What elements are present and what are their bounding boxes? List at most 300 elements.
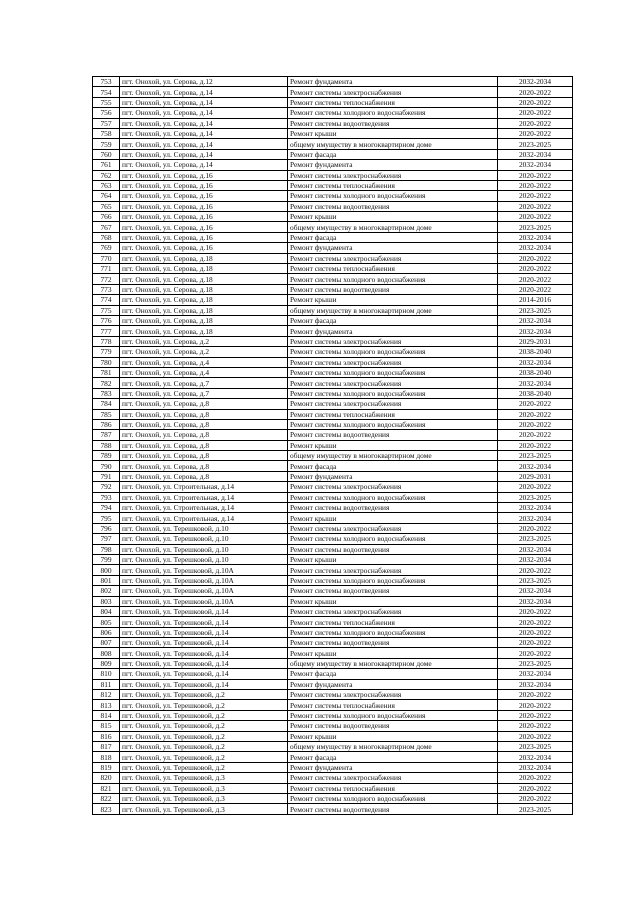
period-cell: 2020-2022 [498, 212, 573, 222]
work-type-cell: Ремонт системы холодного водоснабжения [288, 575, 498, 585]
row-number-cell: 775 [93, 305, 120, 315]
address-cell: пгт. Онохой, ул. Серова, д.8 [120, 399, 288, 409]
address-cell: пгт. Онохой, ул. Терешковой, д.14 [120, 679, 288, 689]
address-cell: пгт. Онохой, ул. Серова, д.14 [120, 87, 288, 97]
table-row [93, 357, 573, 367]
row-number-cell: 802 [93, 586, 120, 596]
work-type-cell: Ремонт системы холодного водоснабжения [288, 627, 498, 637]
period-cell: 2020-2022 [498, 793, 573, 803]
period-cell: 2020-2022 [498, 264, 573, 274]
address-cell: пгт. Онохой, ул. Серова, д.16 [120, 180, 288, 190]
work-type-cell: Ремонт системы теплоснабжения [288, 783, 498, 793]
work-type-cell: Ремонт системы холодного водоснабжения [288, 108, 498, 118]
work-type-cell: общему имуществу в многоквартирном доме [288, 222, 498, 232]
table-row [93, 606, 573, 616]
address-cell: пгт. Онохой, ул. Терешковой, д.2 [120, 731, 288, 741]
address-cell: пгт. Онохой, ул. Терешковой, д.10 [120, 523, 288, 533]
work-type-cell: Ремонт фасада [288, 315, 498, 325]
table-row [93, 336, 573, 346]
address-cell: пгт. Онохой, ул. Серова, д.8 [120, 440, 288, 450]
address-cell: пгт. Онохой, ул. Терешковой, д.14 [120, 606, 288, 616]
address-cell: пгт. Онохой, ул. Терешковой, д.14 [120, 627, 288, 637]
work-type-cell: Ремонт системы теплоснабжения [288, 180, 498, 190]
table-row [93, 191, 573, 201]
row-number-cell: 761 [93, 160, 120, 170]
work-type-cell: Ремонт системы водоотведения [288, 503, 498, 513]
table-row [93, 492, 573, 502]
address-cell: пгт. Онохой, ул. Серова, д.16 [120, 191, 288, 201]
table-row [93, 565, 573, 575]
period-cell: 2023-2025 [498, 492, 573, 502]
table-row [93, 690, 573, 700]
row-number-cell: 807 [93, 638, 120, 648]
work-type-cell: Ремонт системы холодного водоснабжения [288, 710, 498, 720]
table-row [93, 482, 573, 492]
row-number-cell: 795 [93, 513, 120, 523]
address-cell: пгт. Онохой, ул. Серова, д.16 [120, 201, 288, 211]
work-type-cell: Ремонт системы водоотведения [288, 430, 498, 440]
work-type-cell: Ремонт системы теплоснабжения [288, 409, 498, 419]
table-row [93, 783, 573, 793]
table-row [93, 544, 573, 554]
row-number-cell: 777 [93, 326, 120, 336]
address-cell: пгт. Онохой, ул. Серова, д.18 [120, 315, 288, 325]
address-cell: пгт. Онохой, ул. Серова, д.16 [120, 222, 288, 232]
work-type-cell: Ремонт системы холодного водоснабжения [288, 534, 498, 544]
period-cell: 2032-2034 [498, 243, 573, 253]
address-cell: пгт. Онохой, ул. Терешковой, д.10 [120, 544, 288, 554]
work-type-cell: общему имуществу в многоквартирном доме [288, 305, 498, 315]
work-type-cell: Ремонт системы водоотведения [288, 721, 498, 731]
address-cell: пгт. Онохой, ул. Терешковой, д.10 [120, 534, 288, 544]
table-row [93, 658, 573, 668]
work-type-cell: Ремонт системы теплоснабжения [288, 700, 498, 710]
table-row [93, 149, 573, 159]
row-number-cell: 813 [93, 700, 120, 710]
work-type-cell: Ремонт фундамента [288, 243, 498, 253]
row-number-cell: 790 [93, 461, 120, 471]
address-cell: пгт. Онохой, ул. Серова, д.18 [120, 284, 288, 294]
row-number-cell: 754 [93, 87, 120, 97]
table-row [93, 721, 573, 731]
row-number-cell: 816 [93, 731, 120, 741]
row-number-cell: 773 [93, 284, 120, 294]
row-number-cell: 806 [93, 627, 120, 637]
address-cell: пгт. Онохой, ул. Терешковой, д.3 [120, 793, 288, 803]
period-cell: 2020-2022 [498, 201, 573, 211]
period-cell: 2020-2022 [498, 617, 573, 627]
work-type-cell: Ремонт системы электроснабжения [288, 690, 498, 700]
work-type-cell: Ремонт системы электроснабжения [288, 523, 498, 533]
table-row [93, 118, 573, 128]
table-row [93, 295, 573, 305]
document-page [92, 76, 568, 815]
row-number-cell: 758 [93, 128, 120, 138]
period-cell: 2032-2034 [498, 232, 573, 242]
row-number-cell: 821 [93, 783, 120, 793]
address-cell: пгт. Онохой, ул. Строительная, д.14 [120, 492, 288, 502]
work-type-cell: Ремонт фундамента [288, 762, 498, 772]
period-cell: 2029-2031 [498, 336, 573, 346]
row-number-cell: 764 [93, 191, 120, 201]
row-number-cell: 760 [93, 149, 120, 159]
address-cell: пгт. Онохой, ул. Серова, д.18 [120, 253, 288, 263]
table-row [93, 762, 573, 772]
repair-schedule-table [92, 76, 573, 815]
row-number-cell: 780 [93, 357, 120, 367]
work-type-cell: общему имуществу в многоквартирном доме [288, 451, 498, 461]
period-cell: 2020-2022 [498, 191, 573, 201]
row-number-cell: 808 [93, 648, 120, 658]
table-row [93, 139, 573, 149]
row-number-cell: 759 [93, 139, 120, 149]
address-cell: пгт. Онохой, ул. Терешковой, д.10А [120, 586, 288, 596]
work-type-cell: Ремонт системы электроснабжения [288, 170, 498, 180]
work-type-cell: Ремонт системы электроснабжения [288, 87, 498, 97]
period-cell: 2020-2022 [498, 253, 573, 263]
table-row [93, 451, 573, 461]
period-cell: 2023-2025 [498, 222, 573, 232]
address-cell: пгт. Онохой, ул. Терешковой, д.10А [120, 596, 288, 606]
table-row [93, 503, 573, 513]
work-type-cell: Ремонт крыши [288, 513, 498, 523]
table-row [93, 513, 573, 523]
table-row [93, 284, 573, 294]
work-type-cell: общему имуществу в многоквартирном доме [288, 742, 498, 752]
work-type-cell: Ремонт системы водоотведения [288, 586, 498, 596]
work-type-cell: Ремонт системы водоотведения [288, 284, 498, 294]
period-cell: 2020-2022 [498, 773, 573, 783]
address-cell: пгт. Онохой, ул. Серова, д.4 [120, 367, 288, 377]
address-cell: пгт. Онохой, ул. Терешковой, д.3 [120, 773, 288, 783]
work-type-cell: Ремонт фасада [288, 232, 498, 242]
row-number-cell: 803 [93, 596, 120, 606]
work-type-cell: Ремонт системы водоотведения [288, 544, 498, 554]
period-cell: 2020-2022 [498, 721, 573, 731]
period-cell: 2020-2022 [498, 606, 573, 616]
address-cell: пгт. Онохой, ул. Серова, д.14 [120, 139, 288, 149]
address-cell: пгт. Онохой, ул. Серова, д.8 [120, 430, 288, 440]
address-cell: пгт. Онохой, ул. Серова, д.8 [120, 461, 288, 471]
address-cell: пгт. Онохой, ул. Серова, д.8 [120, 419, 288, 429]
address-cell: пгт. Онохой, ул. Серова, д.8 [120, 471, 288, 481]
work-type-cell: общему имуществу в многоквартирном доме [288, 139, 498, 149]
work-type-cell: Ремонт фундамента [288, 471, 498, 481]
address-cell: пгт. Онохой, ул. Строительная, д.14 [120, 513, 288, 523]
address-cell: пгт. Онохой, ул. Серова, д.18 [120, 326, 288, 336]
period-cell: 2032-2034 [498, 679, 573, 689]
row-number-cell: 762 [93, 170, 120, 180]
address-cell: пгт. Онохой, ул. Серова, д.18 [120, 274, 288, 284]
row-number-cell: 793 [93, 492, 120, 502]
row-number-cell: 819 [93, 762, 120, 772]
table-row [93, 440, 573, 450]
table-row [93, 108, 573, 118]
period-cell: 2020-2022 [498, 430, 573, 440]
row-number-cell: 798 [93, 544, 120, 554]
address-cell: пгт. Онохой, ул. Серова, д.14 [120, 149, 288, 159]
address-cell: пгт. Онохой, ул. Серова, д.12 [120, 77, 288, 87]
work-type-cell: Ремонт системы электроснабжения [288, 357, 498, 367]
address-cell: пгт. Онохой, ул. Серова, д.8 [120, 409, 288, 419]
work-type-cell: Ремонт системы теплоснабжения [288, 264, 498, 274]
table-row [93, 232, 573, 242]
work-type-cell: Ремонт системы электроснабжения [288, 378, 498, 388]
work-type-cell: Ремонт фундамента [288, 160, 498, 170]
work-type-cell: Ремонт крыши [288, 128, 498, 138]
address-cell: пгт. Онохой, ул. Серова, д.16 [120, 232, 288, 242]
address-cell: пгт. Онохой, ул. Терешковой, д.3 [120, 783, 288, 793]
period-cell: 2023-2025 [498, 658, 573, 668]
table-row [93, 326, 573, 336]
address-cell: пгт. Онохой, ул. Терешковой, д.14 [120, 648, 288, 658]
table-row [93, 679, 573, 689]
address-cell: пгт. Онохой, ул. Серова, д.16 [120, 243, 288, 253]
work-type-cell: Ремонт фундамента [288, 77, 498, 87]
address-cell: пгт. Онохой, ул. Терешковой, д.2 [120, 752, 288, 762]
row-number-cell: 797 [93, 534, 120, 544]
row-number-cell: 817 [93, 742, 120, 752]
period-cell: 2020-2022 [498, 627, 573, 637]
row-number-cell: 784 [93, 399, 120, 409]
row-number-cell: 765 [93, 201, 120, 211]
address-cell: пгт. Онохой, ул. Терешковой, д.14 [120, 658, 288, 668]
period-cell: 2020-2022 [498, 638, 573, 648]
table-row [93, 253, 573, 263]
row-number-cell: 792 [93, 482, 120, 492]
address-cell: пгт. Онохой, ул. Серова, д.7 [120, 378, 288, 388]
period-cell: 2023-2025 [498, 534, 573, 544]
address-cell: пгт. Онохой, ул. Терешковой, д.2 [120, 762, 288, 772]
period-cell: 2023-2025 [498, 451, 573, 461]
table-row [93, 575, 573, 585]
table-row [93, 638, 573, 648]
address-cell: пгт. Онохой, ул. Терешковой, д.2 [120, 700, 288, 710]
work-type-cell: Ремонт системы электроснабжения [288, 606, 498, 616]
table-row [93, 700, 573, 710]
period-cell: 2023-2025 [498, 139, 573, 149]
row-number-cell: 779 [93, 347, 120, 357]
table-row [93, 77, 573, 87]
row-number-cell: 811 [93, 679, 120, 689]
table-row [93, 419, 573, 429]
table-row [93, 804, 573, 814]
period-cell: 2032-2034 [498, 513, 573, 523]
period-cell: 2038-2040 [498, 388, 573, 398]
row-number-cell: 757 [93, 118, 120, 128]
address-cell: пгт. Онохой, ул. Терешковой, д.3 [120, 804, 288, 814]
table-row [93, 742, 573, 752]
table-body [93, 77, 573, 815]
table-row [93, 274, 573, 284]
period-cell: 2020-2022 [498, 118, 573, 128]
period-cell: 2032-2034 [498, 544, 573, 554]
address-cell: пгт. Онохой, ул. Серова, д.7 [120, 388, 288, 398]
table-row [93, 201, 573, 211]
period-cell: 2020-2022 [498, 731, 573, 741]
table-row [93, 596, 573, 606]
period-cell: 2032-2034 [498, 160, 573, 170]
row-number-cell: 794 [93, 503, 120, 513]
period-cell: 2029-2031 [498, 471, 573, 481]
work-type-cell: Ремонт системы водоотведения [288, 118, 498, 128]
period-cell: 2020-2022 [498, 700, 573, 710]
period-cell: 2020-2022 [498, 482, 573, 492]
table-row [93, 180, 573, 190]
period-cell: 2032-2034 [498, 326, 573, 336]
work-type-cell: Ремонт крыши [288, 440, 498, 450]
table-row [93, 793, 573, 803]
table-row [93, 97, 573, 107]
period-cell: 2020-2022 [498, 108, 573, 118]
table-row [93, 243, 573, 253]
work-type-cell: Ремонт системы холодного водоснабжения [288, 388, 498, 398]
table-row [93, 399, 573, 409]
row-number-cell: 791 [93, 471, 120, 481]
table-row [93, 534, 573, 544]
work-type-cell: Ремонт фасада [288, 669, 498, 679]
address-cell: пгт. Онохой, ул. Терешковой, д.2 [120, 690, 288, 700]
work-type-cell: Ремонт системы электроснабжения [288, 482, 498, 492]
period-cell: 2020-2022 [498, 97, 573, 107]
address-cell: пгт. Онохой, ул. Серова, д.2 [120, 336, 288, 346]
work-type-cell: Ремонт системы холодного водоснабжения [288, 191, 498, 201]
row-number-cell: 766 [93, 212, 120, 222]
period-cell: 2023-2025 [498, 804, 573, 814]
table-row [93, 170, 573, 180]
period-cell: 2020-2022 [498, 690, 573, 700]
table-row [93, 315, 573, 325]
work-type-cell: Ремонт крыши [288, 295, 498, 305]
period-cell: 2020-2022 [498, 440, 573, 450]
address-cell: пгт. Онохой, ул. Терешковой, д.2 [120, 721, 288, 731]
period-cell: 2020-2022 [498, 274, 573, 284]
address-cell: пгт. Онохой, ул. Серова, д.14 [120, 128, 288, 138]
address-cell: пгт. Онохой, ул. Серова, д.4 [120, 357, 288, 367]
address-cell: пгт. Онохой, ул. Терешковой, д.14 [120, 617, 288, 627]
period-cell: 2032-2034 [498, 357, 573, 367]
row-number-cell: 774 [93, 295, 120, 305]
table-row [93, 586, 573, 596]
work-type-cell: Ремонт системы электроснабжения [288, 336, 498, 346]
address-cell: пгт. Онохой, ул. Терешковой, д.2 [120, 710, 288, 720]
period-cell: 2020-2022 [498, 409, 573, 419]
period-cell: 2023-2025 [498, 305, 573, 315]
address-cell: пгт. Онохой, ул. Серова, д.8 [120, 451, 288, 461]
table-row [93, 617, 573, 627]
row-number-cell: 763 [93, 180, 120, 190]
work-type-cell: Ремонт крыши [288, 596, 498, 606]
work-type-cell: Ремонт системы теплоснабжения [288, 617, 498, 627]
table-row [93, 430, 573, 440]
table-row [93, 554, 573, 564]
period-cell: 2020-2022 [498, 180, 573, 190]
work-type-cell: Ремонт системы электроснабжения [288, 399, 498, 409]
row-number-cell: 800 [93, 565, 120, 575]
work-type-cell: Ремонт системы холодного водоснабжения [288, 793, 498, 803]
address-cell: пгт. Онохой, ул. Строительная, д.14 [120, 503, 288, 513]
work-type-cell: Ремонт фундамента [288, 326, 498, 336]
work-type-cell: Ремонт системы электроснабжения [288, 773, 498, 783]
row-number-cell: 796 [93, 523, 120, 533]
work-type-cell: Ремонт фундамента [288, 679, 498, 689]
table-row [93, 669, 573, 679]
row-number-cell: 789 [93, 451, 120, 461]
table-row [93, 752, 573, 762]
period-cell: 2032-2034 [498, 315, 573, 325]
work-type-cell: Ремонт системы теплоснабжения [288, 97, 498, 107]
table-row [93, 523, 573, 533]
period-cell: 2023-2025 [498, 575, 573, 585]
period-cell: 2023-2025 [498, 742, 573, 752]
work-type-cell: Ремонт системы электроснабжения [288, 253, 498, 263]
row-number-cell: 768 [93, 232, 120, 242]
work-type-cell: Ремонт системы электроснабжения [288, 565, 498, 575]
table-row [93, 773, 573, 783]
row-number-cell: 756 [93, 108, 120, 118]
period-cell: 2020-2022 [498, 710, 573, 720]
table-row [93, 461, 573, 471]
work-type-cell: Ремонт фасада [288, 752, 498, 762]
table-row [93, 710, 573, 720]
row-number-cell: 782 [93, 378, 120, 388]
row-number-cell: 776 [93, 315, 120, 325]
work-type-cell: общему имуществу в многоквартирном доме [288, 658, 498, 668]
period-cell: 2032-2034 [498, 596, 573, 606]
table-row [93, 471, 573, 481]
period-cell: 2032-2034 [498, 752, 573, 762]
row-number-cell: 809 [93, 658, 120, 668]
period-cell: 2020-2022 [498, 783, 573, 793]
period-cell: 2032-2034 [498, 586, 573, 596]
address-cell: пгт. Онохой, ул. Строительная, д.14 [120, 482, 288, 492]
work-type-cell: Ремонт фасада [288, 461, 498, 471]
work-type-cell: Ремонт крыши [288, 648, 498, 658]
period-cell: 2032-2034 [498, 669, 573, 679]
table-row [93, 378, 573, 388]
period-cell: 2020-2022 [498, 87, 573, 97]
row-number-cell: 771 [93, 264, 120, 274]
address-cell: пгт. Онохой, ул. Серова, д.14 [120, 108, 288, 118]
row-number-cell: 818 [93, 752, 120, 762]
row-number-cell: 812 [93, 690, 120, 700]
period-cell: 2032-2034 [498, 149, 573, 159]
period-cell: 2020-2022 [498, 648, 573, 658]
row-number-cell: 820 [93, 773, 120, 783]
address-cell: пгт. Онохой, ул. Серова, д.14 [120, 160, 288, 170]
row-number-cell: 770 [93, 253, 120, 263]
period-cell: 2020-2022 [498, 523, 573, 533]
work-type-cell: Ремонт системы холодного водоснабжения [288, 274, 498, 284]
table-row [93, 222, 573, 232]
row-number-cell: 788 [93, 440, 120, 450]
table-row [93, 347, 573, 357]
address-cell: пгт. Онохой, ул. Серова, д.2 [120, 347, 288, 357]
period-cell: 2020-2022 [498, 419, 573, 429]
table-row [93, 388, 573, 398]
work-type-cell: Ремонт фасада [288, 149, 498, 159]
address-cell: пгт. Онохой, ул. Терешковой, д.10А [120, 575, 288, 585]
row-number-cell: 778 [93, 336, 120, 346]
table-row [93, 367, 573, 377]
row-number-cell: 753 [93, 77, 120, 87]
period-cell: 2032-2034 [498, 77, 573, 87]
row-number-cell: 786 [93, 419, 120, 429]
address-cell: пгт. Онохой, ул. Серова, д.18 [120, 305, 288, 315]
row-number-cell: 810 [93, 669, 120, 679]
work-type-cell: Ремонт системы холодного водоснабжения [288, 347, 498, 357]
work-type-cell: Ремонт системы холодного водоснабжения [288, 367, 498, 377]
